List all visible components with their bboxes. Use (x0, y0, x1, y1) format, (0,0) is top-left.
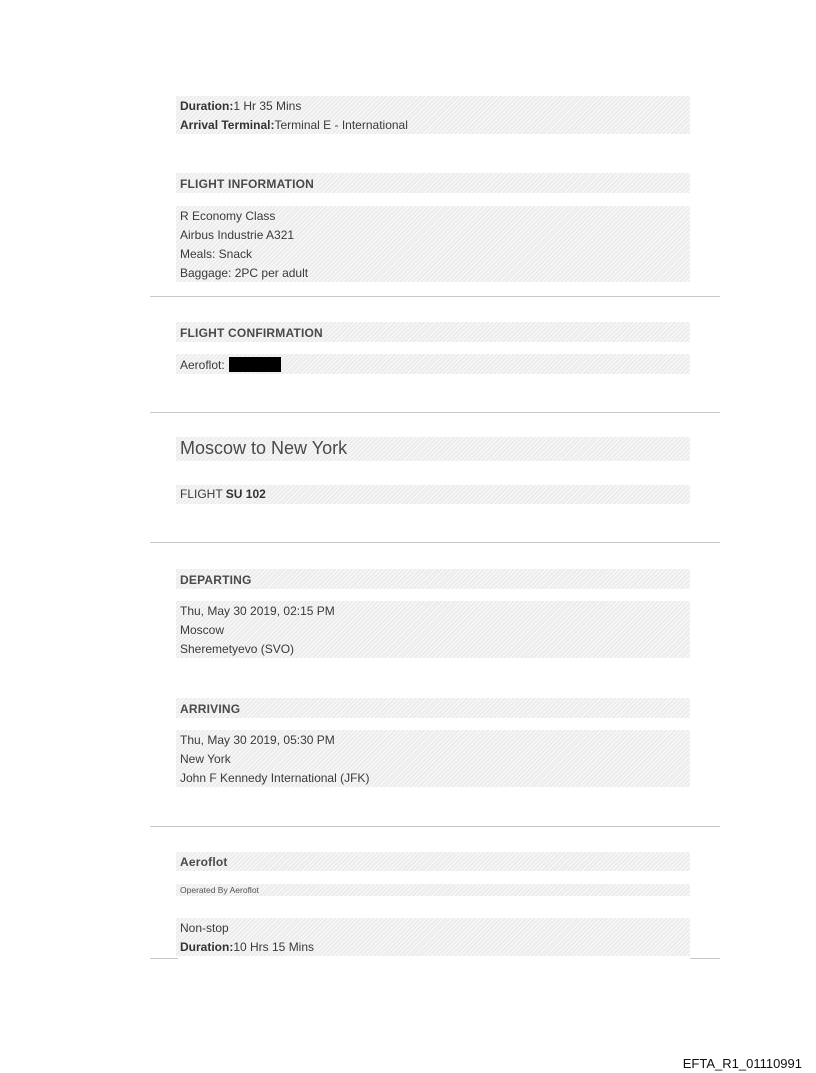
cabin-class: R Economy Class (180, 209, 276, 223)
carrier-name: Aeroflot (180, 855, 228, 869)
duration-label: Duration: (180, 99, 234, 113)
flight-number: SU 102 (225, 487, 266, 501)
divider (150, 296, 720, 297)
flight-information-heading: FLIGHT INFORMATION (180, 177, 315, 191)
arrival-terminal-value: Terminal E - International (274, 118, 408, 132)
arriving-city: New York (180, 752, 231, 766)
arriving-heading: ARRIVING (180, 702, 241, 716)
divider (150, 412, 720, 413)
redaction-box (229, 357, 281, 372)
segment2-duration (180, 938, 314, 957)
divider (150, 542, 720, 543)
confirmation-airline-label: Aeroflot: (180, 358, 225, 372)
confirmation-line (180, 356, 281, 375)
document-id: EFTA_R1_01110991 (682, 1056, 802, 1071)
duration-label: Duration: (180, 940, 234, 954)
flight-confirmation-heading: FLIGHT CONFIRMATION (180, 326, 323, 340)
arrival-terminal-label: Arrival Terminal: (180, 118, 275, 132)
departing-heading-band (176, 569, 690, 589)
arriving-airport: John F Kennedy International (JFK) (180, 771, 370, 785)
departing-city: Moscow (180, 623, 225, 637)
baggage: Baggage: 2PC per adult (180, 266, 309, 280)
aircraft-type: Airbus Industrie A321 (180, 228, 295, 242)
segment1-duration (180, 97, 301, 116)
departing-airport: Sheremetyevo (SVO) (180, 642, 295, 656)
departing-datetime: Thu, May 30 2019, 02:15 PM (180, 604, 335, 618)
divider (150, 826, 720, 827)
route-title: Moscow to New York (180, 438, 348, 458)
segment1-arrival-terminal (180, 116, 408, 135)
stops: Non-stop (180, 921, 229, 935)
carrier-heading-band (176, 852, 690, 871)
divider-right-stub (690, 958, 720, 959)
arriving-datetime: Thu, May 30 2019, 05:30 PM (180, 733, 335, 747)
flight-number-line (180, 485, 266, 504)
divider-left-stub (150, 958, 178, 959)
flight-prefix: FLIGHT (180, 487, 226, 501)
duration-value: 10 Hrs 15 Mins (233, 940, 315, 954)
meals: Meals: Snack (180, 247, 253, 261)
duration-value: 1 Hr 35 Mins (233, 99, 302, 113)
departing-heading: DEPARTING (180, 573, 252, 587)
operated-by: Operated By Aeroflot (180, 885, 259, 895)
arriving-heading-band (176, 698, 690, 718)
